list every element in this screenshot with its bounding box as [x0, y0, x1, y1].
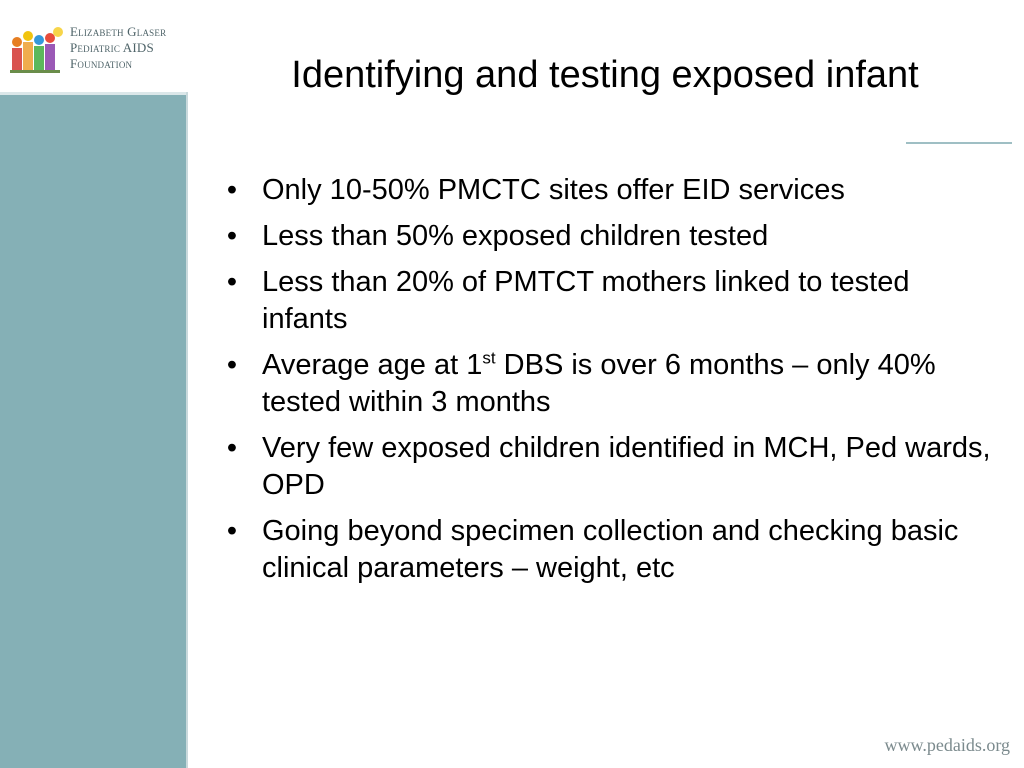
- bullet-item-3: [222, 264, 1002, 338]
- sidebar-band: [0, 92, 186, 768]
- bullet-item-5: [222, 430, 1002, 504]
- bullet-item-6: [222, 513, 1002, 587]
- logo-line-2: Pediatric AIDS: [70, 40, 154, 55]
- bullet-item-1: [222, 172, 1002, 209]
- bullet-dot: •: [226, 220, 238, 252]
- bullet-text: Very few exposed children identified in MCH, Ped wards, OPD: [262, 432, 991, 501]
- bullet-item-4: [222, 347, 1002, 421]
- bullet-dot: •: [226, 349, 238, 381]
- bullet-text: Less than 20% of PMTCT mothers linked to tested infants: [262, 266, 910, 335]
- bullet-item-2: [222, 218, 1002, 255]
- bullet-text: [262, 349, 936, 418]
- sidebar-edge: [186, 92, 188, 768]
- bullet-dot: •: [226, 432, 238, 464]
- bullet-text-post: DBS is over 6 months – only 40% tested within 3 months: [262, 349, 936, 418]
- bullet-dot: •: [226, 174, 238, 206]
- bullet-dot: •: [226, 515, 238, 547]
- bullet-text-pre: Average age at 1: [262, 349, 483, 381]
- bullet-text: Going beyond specimen collection and checking basic clinical parameters – weight, etc: [262, 515, 959, 584]
- superscript: st: [482, 348, 496, 368]
- logo-text: [70, 24, 186, 72]
- logo-line-3: Foundation: [70, 56, 133, 71]
- bullet-dot: •: [226, 266, 238, 298]
- title-divider: [906, 142, 1012, 144]
- bullet-text: Less than 50% exposed children tested: [262, 220, 769, 252]
- footer-url: www.pedaids.org: [884, 735, 1010, 755]
- bullet-text: Only 10-50% PMCTC sites offer EID services: [262, 174, 845, 206]
- slide-title: Identifying and testing exposed infant: [291, 54, 919, 96]
- foundation-logo-icon: [8, 26, 66, 76]
- bullet-list: [222, 172, 1002, 596]
- logo-line-1: Elizabeth Glaser: [70, 24, 167, 39]
- foundation-logo: [8, 22, 184, 82]
